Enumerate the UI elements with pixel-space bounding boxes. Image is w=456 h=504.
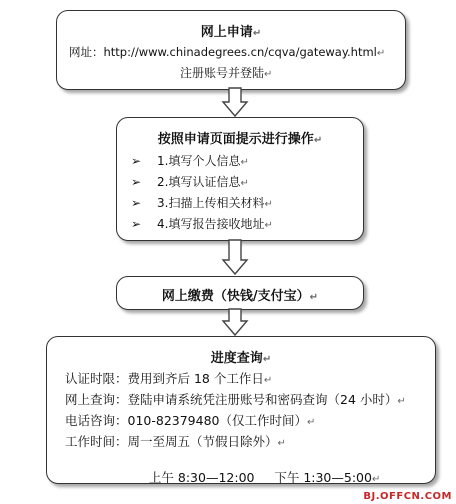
- box-title: 网上申请↵: [200, 25, 262, 40]
- down-arrow-1: [222, 88, 248, 118]
- box-title: 进度查询↵: [210, 351, 272, 366]
- watermark: BJ.OFFCN.COM: [363, 491, 452, 502]
- list-item: ➢ 1.填写个人信息↵: [131, 154, 249, 168]
- info-line-work-hours: 工作时间：周一至周五（节假日除外）↵: [65, 434, 286, 449]
- box-title: 按照申请页面提示进行操作↵: [157, 132, 323, 147]
- info-line-phone: 电话咨询：010-82379480（仅工作时间）↵: [65, 413, 316, 428]
- step-box-progress-query: [46, 336, 436, 484]
- step-box-follow-prompts: [116, 117, 364, 241]
- down-arrow-3: [222, 309, 248, 337]
- list-item: ➢ 2.填写认证信息↵: [131, 175, 249, 189]
- down-arrow-2: [222, 240, 248, 276]
- info-line-hours-detail: 上午 8:30—12:00 下午 1:30—5:00↵: [148, 470, 381, 485]
- info-line-online-query: 网上查询：登陆申请系统凭注册账号和密码查询（24 小时）↵: [65, 392, 406, 407]
- box-title: 网上缴费（快钱/支付宝）↵: [161, 289, 319, 304]
- step-box-online-application: [56, 10, 406, 90]
- step-box-online-payment: [116, 276, 364, 310]
- register-line: 注册账号并登陆↵: [180, 66, 273, 80]
- list-item: ➢ 4.填写报告接收地址↵: [131, 217, 273, 231]
- list-item: ➢ 3.扫描上传相关材料↵: [131, 196, 273, 210]
- info-line-time-limit: 认证时限：费用到齐后 18 个工作日↵: [65, 371, 273, 386]
- url-line: 网址：http://www.chinadegrees.cn/cqva/gateway.html↵: [69, 45, 386, 59]
